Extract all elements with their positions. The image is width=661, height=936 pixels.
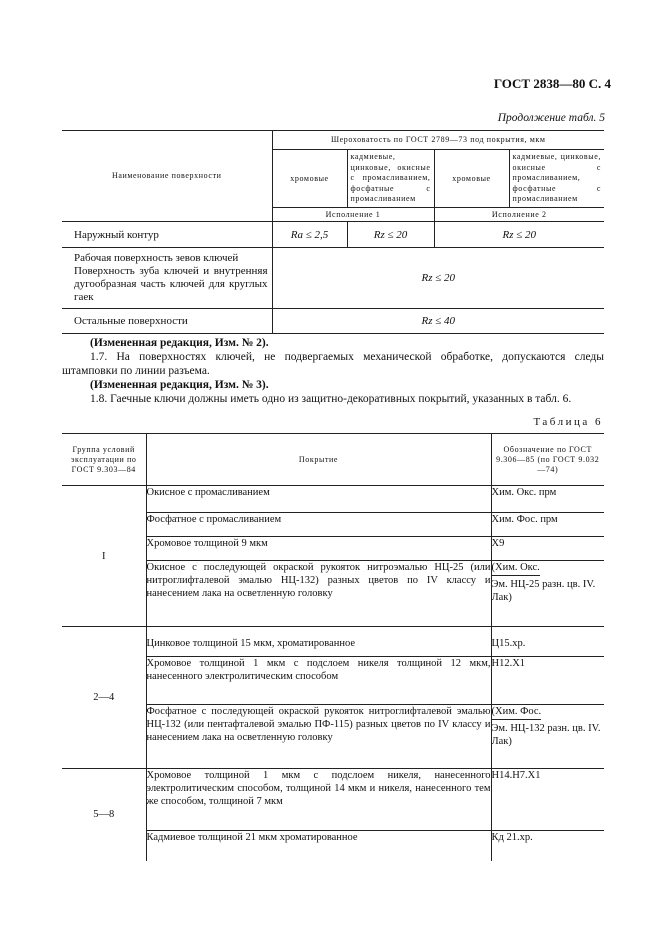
designation-cell: Н14.Н7.Х1 (491, 769, 604, 831)
coating-cell: Цинковое толщиной 15 мкм, хроматированное (146, 627, 491, 657)
group-cell: 5—8 (62, 769, 146, 861)
row-name-line: Рабочая поверхность зевов ключей (74, 252, 239, 264)
group-cell: I (62, 486, 146, 627)
coatings-table (62, 433, 604, 861)
group-header: Группа условий эксплуатации по ГОСТ 9.303—84 (62, 434, 146, 486)
group-cell: 2—4 (62, 627, 146, 769)
coating-cell: Кадмиевое толщиной 21 мкм хроматированное (146, 831, 491, 861)
table-6-title: Таблица 6 (533, 416, 603, 428)
coating-cell: Хромовое толщиной 1 мкм с подслоем никеля, нанесенного электролитическим способом, толщиной 14 мкм и никеля, нанесенного тем же способом, толщиной 7 мкм (146, 769, 491, 831)
designation-cell: Ц15.хр. (491, 627, 604, 657)
paragraph-1-8: 1.8. Гаечные ключи должны иметь одно из защитно-декоративных покрытий, указанных в табл. 6. (90, 393, 572, 405)
page-header: ГОСТ 2838—80 С. 4 (493, 76, 611, 91)
amendment-note-3: (Измененная редакция, Изм. № 3). (90, 379, 269, 391)
coating-cell: Окисное с последующей окраской рукояток нитроэмалью НЦ-25 (или нитроглифталевой эмалью НЦ-132) разных цветов по IV классу и нанесением лака на осветленную головку (146, 561, 491, 627)
designation-cell (491, 561, 604, 627)
row-name-line: Поверхность зуба ключей и внутренняя дугообразная часть ключей для круглых гаек (74, 265, 268, 303)
designation-cell: Н12.Х1 (491, 657, 604, 705)
coating-cell: Фосфатное с промасливанием (146, 513, 491, 537)
row-value-e2: Rz ≤ 20 (434, 222, 604, 248)
roughness-table (62, 130, 604, 334)
row-value-e1-chrome: Ra ≤ 2,5 (272, 222, 347, 248)
row-value-merged: Rz ≤ 40 (272, 309, 604, 334)
row-name: Наружный контур (62, 222, 272, 248)
table-continuation-label: Продолжение табл. 5 (497, 112, 605, 124)
paragraph-1-7: 1.7. На поверхностях ключей, не подвергаемых механической обработке, допускаются следы штамповки по линии разъема. (62, 351, 604, 377)
subheader-chrome-1: хромовые (272, 150, 347, 208)
designation-cell: Х9 (491, 537, 604, 561)
designation-cell: Хим. Окс. прм (491, 486, 604, 513)
subheader-other-1: кадмиевые, цинковые, окисные с промасливанием, фосфатные с промасливанием (347, 150, 434, 208)
designation-numerator: (Хим. Окс. (492, 561, 540, 576)
execution-2-header: Исполнение 2 (434, 208, 604, 222)
row-value-merged: Rz ≤ 20 (272, 248, 604, 309)
execution-1-header: Исполнение 1 (272, 208, 434, 222)
designation-header: Обозначение по ГОСТ 9.306—85 (по ГОСТ 9.032—74) (491, 434, 604, 486)
designation-cell (491, 705, 604, 769)
designation-cell: Хим. Фос. прм (491, 513, 604, 537)
coating-cell: Хромовое толщиной 1 мкм с подслоем никеля толщиной 12 мкм, нанесенного электролитическим способом (146, 657, 491, 705)
row-value-e1-other: Rz ≤ 20 (347, 222, 434, 248)
coating-cell: Фосфатное с последующей окраской рукояток нитроглифталевой эмалью НЦ-132 (или пентафталевой эмалью ПФ-115) разных цветов по IV классу и нанесением лака на осветленную головку (146, 705, 491, 769)
designation-denominator: Эм. НЦ-25 разн. цв. IV. Лак) (491, 579, 596, 603)
coating-cell: Хромовое толщиной 9 мкм (146, 537, 491, 561)
coating-header: Покрытие (146, 434, 491, 486)
subheader-chrome-2: хромовые (434, 150, 509, 208)
coating-cell: Окисное с промасливанием (146, 486, 491, 513)
row-name: Остальные поверхности (62, 309, 272, 334)
roughness-header: Шероховатость по ГОСТ 2789—73 под покрытия, мкм (272, 131, 604, 150)
subheader-other-2: кадмиевые, цинковые, окисные с промасливанием, фосфатные с промасливанием (509, 150, 604, 208)
designation-numerator: (Хим. Фос. (492, 705, 542, 720)
row-name-multi (62, 248, 272, 309)
designation-denominator: Эм. НЦ-132 разн. цв. IV. Лак) (491, 723, 601, 747)
surface-name-header: Наименование поверхности (62, 131, 272, 222)
amendment-note-2: (Измененная редакция, Изм. № 2). (90, 337, 269, 349)
designation-cell: Кд 21.хр. (491, 832, 533, 843)
